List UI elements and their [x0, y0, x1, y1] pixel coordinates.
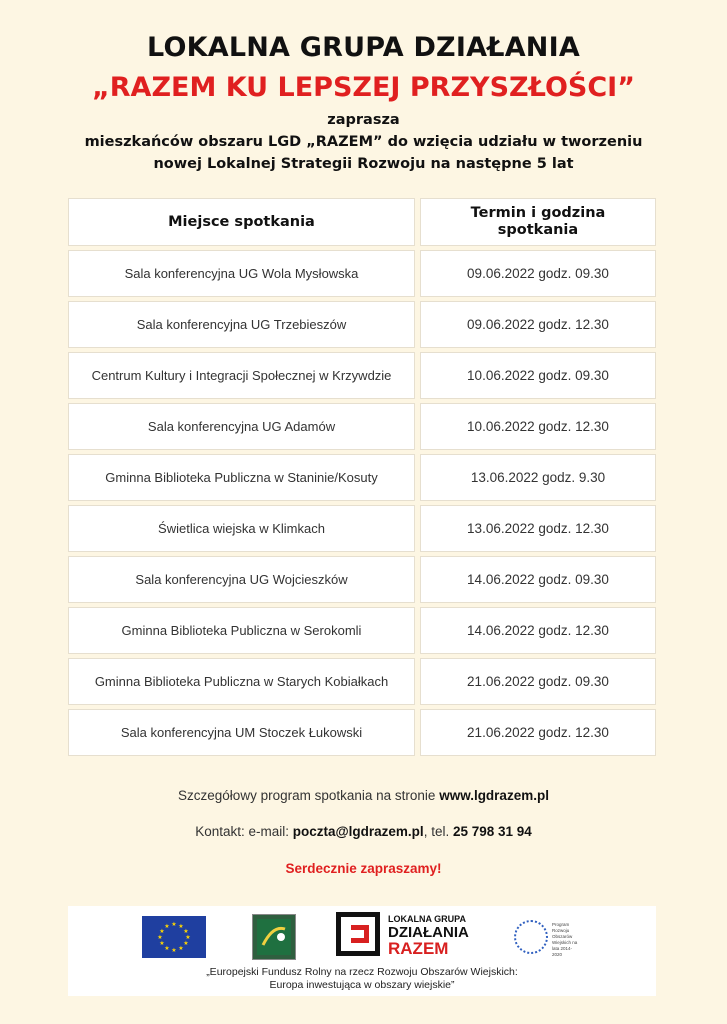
lgd-razem-logo [336, 912, 486, 960]
column-header-place: Miejsce spotkania [68, 198, 415, 246]
table-row [68, 454, 656, 501]
meeting-place: Sala konferencyjna UM Stoczek Łukowski [68, 709, 415, 756]
caption-line-1: „Europejski Fundusz Rolny na rzecz Rozwoju Obszarów Wiejskich: [206, 966, 518, 978]
meeting-date: 13.06.2022 godz. 12.30 [420, 505, 656, 552]
website-link[interactable]: www.lgdrazem.pl [439, 788, 549, 803]
eu-funding-caption [68, 966, 656, 992]
organization-subtitle: „RAZEM KU LEPSZEJ PRZYSZŁOŚCI” [92, 72, 635, 103]
invite-line-1: mieszkańców obszaru LGD „RAZEM” do wzięcia udziału w tworzeniu [84, 134, 643, 150]
caption-line-2: Europa inwestująca w obszary wiejskie” [269, 979, 455, 991]
svg-text:★: ★ [183, 940, 189, 947]
invitation-closing: Serdecznie zapraszamy! [285, 861, 442, 876]
table-row [68, 301, 656, 348]
meeting-date: 21.06.2022 godz. 09.30 [420, 658, 656, 705]
lgd-mark-icon [336, 912, 380, 956]
leader-logo-icon [252, 914, 296, 960]
table-header-row [68, 198, 656, 246]
table-row [68, 352, 656, 399]
svg-text:★: ★ [185, 934, 191, 941]
meeting-place: Sala konferencyjna UG Wojcieszków [68, 556, 415, 603]
logos-bar [68, 906, 656, 996]
invite-verb: zaprasza [327, 112, 400, 128]
table-row [68, 403, 656, 450]
meeting-date: 21.06.2022 godz. 12.30 [420, 709, 656, 756]
meetings-table [68, 198, 656, 760]
meeting-date: 10.06.2022 godz. 12.30 [420, 403, 656, 450]
svg-text:★: ★ [157, 934, 163, 941]
table-row [68, 250, 656, 297]
meeting-place: Sala konferencyjna UG Adamów [68, 403, 415, 450]
meeting-place: Gminna Biblioteka Publiczna w Serokomli [68, 607, 415, 654]
column-header-date: Termin i godzina spotkania [420, 198, 656, 246]
table-row [68, 607, 656, 654]
table-row [68, 658, 656, 705]
meeting-place: Gminna Biblioteka Publiczna w Staninie/Kosuty [68, 454, 415, 501]
svg-text:★: ★ [178, 945, 184, 952]
meeting-place: Centrum Kultury i Integracji Społecznej w Krzywdzie [68, 352, 415, 399]
svg-text:★: ★ [159, 940, 165, 947]
meeting-date: 10.06.2022 godz. 09.30 [420, 352, 656, 399]
invite-line-2: nowej Lokalnej Strategii Rozwoju na następne 5 lat [153, 156, 574, 172]
meeting-date: 13.06.2022 godz. 9.30 [420, 454, 656, 501]
svg-text:★: ★ [183, 928, 189, 935]
prow-emblem-icon [514, 920, 548, 954]
phone-number: 25 798 31 94 [452, 824, 532, 839]
meeting-date: 09.06.2022 godz. 09.30 [420, 250, 656, 297]
lgd-logo-line3: RAZEM [388, 939, 449, 958]
svg-text:★: ★ [164, 923, 170, 930]
meeting-date: 14.06.2022 godz. 09.30 [420, 556, 656, 603]
meeting-place: Sala konferencyjna UG Trzebieszów [68, 301, 415, 348]
svg-text:★: ★ [159, 928, 165, 935]
table-row [68, 556, 656, 603]
organization-title: LOKALNA GRUPA DZIAŁANIA [147, 32, 580, 63]
program-line [0, 788, 727, 803]
lgd-logo-line1: LOKALNA GRUPA [388, 914, 466, 924]
program-text: Szczegółowy program spotkania na stronie [178, 788, 436, 803]
meeting-date: 14.06.2022 godz. 12.30 [420, 607, 656, 654]
meeting-place: Sala konferencyjna UG Wola Mysłowska [68, 250, 415, 297]
svg-text:★: ★ [171, 921, 177, 928]
prow-text: Program Rozwoju Obszarów Wiejskich na lata 2014-2020 [552, 922, 578, 957]
contact-label: Kontakt: e-mail: [195, 824, 289, 839]
meeting-place: Gminna Biblioteka Publiczna w Starych Kobiałkach [68, 658, 415, 705]
svg-text:★: ★ [164, 945, 170, 952]
svg-text:★: ★ [178, 923, 184, 930]
contact-line [0, 824, 727, 839]
eu-flag-icon [142, 916, 206, 958]
phone-label: , tel. [423, 824, 450, 839]
table-row [68, 505, 656, 552]
svg-text:★: ★ [171, 947, 177, 954]
lgd-logo-line2: DZIAŁANIA [388, 924, 469, 941]
email-link[interactable]: poczta@lgdrazem.pl [292, 824, 424, 839]
table-row [68, 709, 656, 756]
prow-logo [514, 914, 584, 960]
meeting-date: 09.06.2022 godz. 12.30 [420, 301, 656, 348]
meeting-place: Świetlica wiejska w Klimkach [68, 505, 415, 552]
